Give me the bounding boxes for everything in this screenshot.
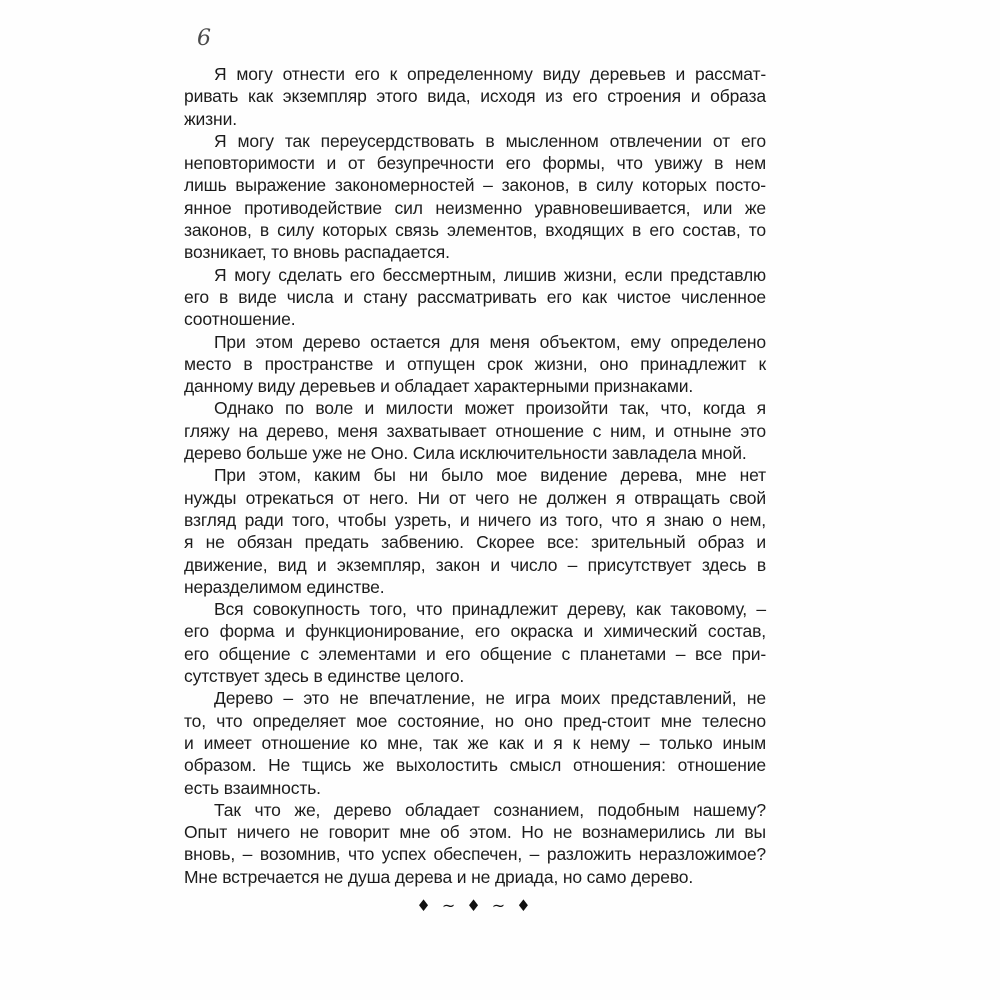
paragraph bbox=[184, 130, 766, 264]
text-line: Опыт ничего не говорит мне об этом. Но не вознамерились ли вы bbox=[184, 822, 766, 843]
text-line: нужды отрекаться от него. Ни от чего не должен я отвращать свой bbox=[184, 487, 766, 508]
text-line: я не обязан предать забвению. Скорее все: зрительный образ и bbox=[184, 532, 766, 553]
text-line: Я могу так переусердствовать в мысленном отвлечении от его bbox=[214, 130, 766, 151]
text-line: гляжу на дерево, меня захватывает отношение с ним, и отныне это bbox=[184, 420, 766, 441]
text-line: его в виде числа и стану рассматривать его как чистое численное bbox=[184, 286, 766, 307]
paragraph bbox=[184, 598, 766, 687]
section-divider-ornament: ♦ ~ ♦ ~ ♦ bbox=[416, 896, 534, 915]
paragraph bbox=[184, 464, 766, 598]
text-line: соотношение. bbox=[184, 309, 296, 330]
text-line: законов, в силу которых связь элементов, входящих в его состав, то bbox=[184, 220, 766, 241]
text-line: янное противодействие сил неизменно уравновешивается, или же bbox=[184, 197, 766, 218]
paragraph bbox=[184, 397, 766, 464]
paragraph bbox=[184, 687, 766, 798]
text-line: взгляд ради того, чтобы узреть, и ничего из того, что я знаю о нем, bbox=[184, 509, 766, 530]
body-text-block bbox=[184, 63, 766, 888]
text-line: вновь, – возомнив, что успех обеспечен, – разложить неразложимое? bbox=[184, 844, 766, 865]
text-line: При этом, каким бы ни было мое видение дерева, мне нет bbox=[214, 465, 766, 486]
paragraph bbox=[184, 63, 766, 130]
text-line: возникает, то вновь распадается. bbox=[184, 242, 450, 263]
text-line: образом. Не тщись же выхолостить смысл отношения: отношение bbox=[184, 755, 766, 776]
text-line: лишь выражение закономерностей – законов, в силу которых посто- bbox=[184, 175, 766, 196]
text-line: дерево больше уже не Оно. Сила исключительности завладела мной. bbox=[184, 443, 747, 464]
text-line: его форма и функционирование, его окраска и химический состав, bbox=[184, 621, 766, 642]
text-line: Я могу сделать его бессмертным, лишив жизни, если представлю bbox=[214, 264, 766, 285]
page-number: 6 bbox=[197, 26, 211, 51]
text-line: данному виду деревьев и обладает характерными признаками. bbox=[184, 376, 694, 397]
text-line: При этом дерево остается для меня объектом, ему определено bbox=[214, 331, 766, 352]
paragraph bbox=[184, 799, 766, 888]
text-line: Мне встречается не душа дерева и не дриада, но само дерево. bbox=[184, 866, 694, 887]
text-line: Дерево – это не впечатление, не игра моих представлений, не bbox=[214, 688, 766, 709]
text-line: ривать как экземпляр этого вида, исходя из его строения и образа bbox=[184, 86, 766, 107]
text-line: Вся совокупность того, что принадлежит дереву, как таковому, – bbox=[214, 599, 766, 620]
text-line: место в пространстве и отпущен срок жизни, оно принадлежит к bbox=[184, 353, 766, 374]
text-line: неразделимом единстве. bbox=[184, 576, 385, 597]
text-line: Однако по воле и милости может произойти так, что, когда я bbox=[214, 398, 766, 419]
text-line: его общение с элементами и его общение с планетами – все при- bbox=[184, 643, 766, 664]
text-line: неповторимости и от безупречности его формы, что увижу в нем bbox=[184, 153, 766, 174]
text-line: Я могу отнести его к определенному виду деревьев и рассмат- bbox=[214, 64, 766, 84]
text-line: движение, вид и экземпляр, закон и число – присутствует здесь в bbox=[184, 554, 766, 575]
text-line: то, что определяет мое состояние, но оно пред-стоит мне телесно bbox=[184, 710, 766, 731]
text-line: Так что же, дерево обладает сознанием, подобным нашему? bbox=[214, 799, 766, 820]
text-line: и имеет отношение ко мне, так же как и я к нему – только иным bbox=[184, 732, 766, 753]
paragraph bbox=[184, 264, 766, 331]
paragraph bbox=[184, 331, 766, 398]
text-line: жизни. bbox=[184, 108, 237, 129]
text-line: сутствует здесь в единстве целого. bbox=[184, 666, 465, 687]
text-line: есть взаимность. bbox=[184, 777, 321, 798]
